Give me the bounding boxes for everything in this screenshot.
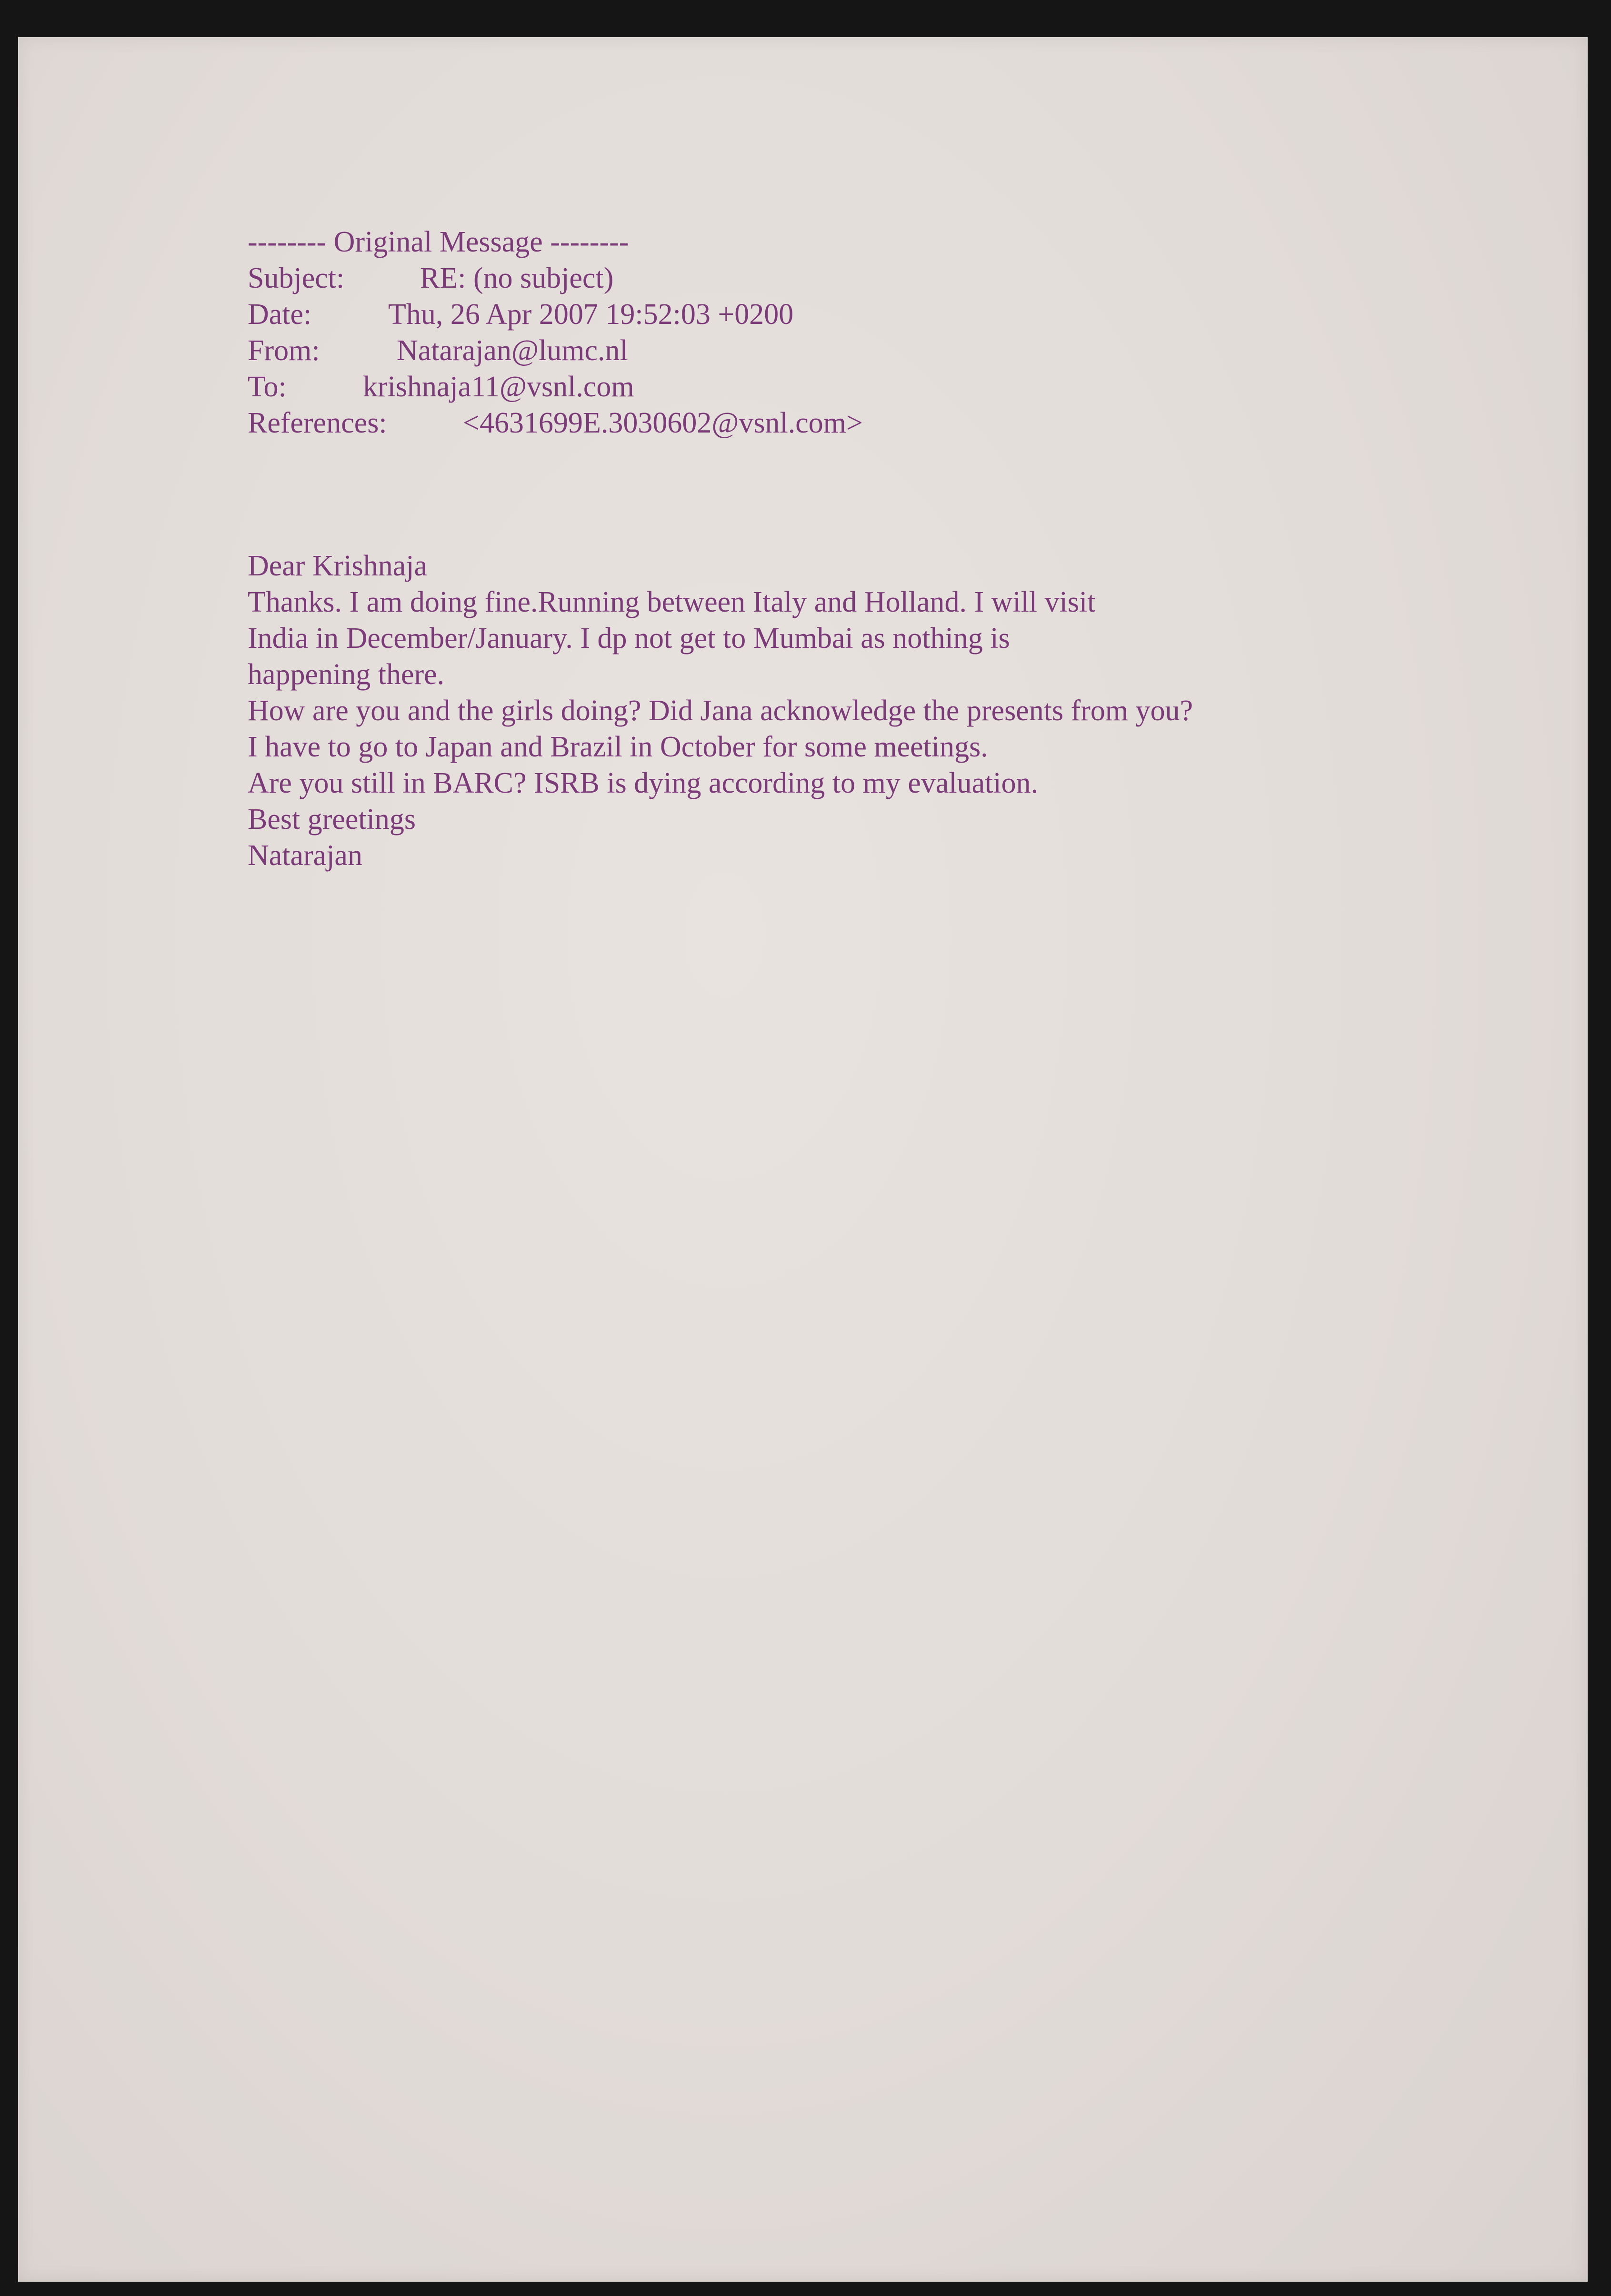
- body-line: Thanks. I am doing fine.Running between Italy and Holland. I will visit: [248, 586, 1096, 618]
- email-body: [248, 548, 1343, 881]
- to-value: krishnaja11@vsnl.com: [363, 371, 634, 403]
- subject-value: RE: (no subject): [420, 262, 614, 294]
- body-line: I have to go to Japan and Brazil in October for some meetings.: [248, 731, 988, 763]
- body-line: Dear Krishnaja: [248, 550, 427, 582]
- body-line: Are you still in BARC? ISRB is dying according to my evaluation.: [248, 767, 1039, 799]
- to-label: To:: [248, 371, 287, 403]
- from-label: From:: [248, 334, 320, 367]
- references-value: <4631699E.3030602@vsnl.com>: [463, 407, 863, 439]
- date-label: Date:: [248, 298, 312, 331]
- body-line: How are you and the girls doing? Did Jana acknowledge the presents from you?: [248, 695, 1193, 727]
- original-message-separator: -------- Original Message --------: [248, 226, 629, 258]
- references-label: References:: [248, 407, 387, 439]
- email-header: [248, 224, 962, 448]
- body-line: happening there.: [248, 658, 445, 691]
- subject-label: Subject:: [248, 262, 345, 294]
- body-line: Best greetings: [248, 803, 416, 836]
- body-line: India in December/January. I dp not get to Mumbai as nothing is: [248, 622, 1010, 655]
- from-value: Natarajan@lumc.nl: [397, 334, 628, 367]
- signature: Natarajan: [248, 839, 362, 872]
- date-value: Thu, 26 Apr 2007 19:52:03 +0200: [388, 298, 794, 331]
- paper-sheet: [18, 37, 1588, 2282]
